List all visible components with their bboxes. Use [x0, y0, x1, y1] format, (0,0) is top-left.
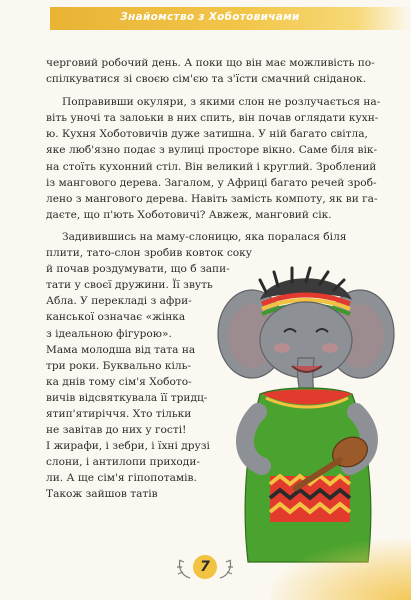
text-line: вичів відсвяткувала її тридц- — [46, 391, 208, 404]
corner-decoration — [271, 540, 411, 600]
page-number: 7 — [193, 555, 217, 579]
text-line: ли. А ще сім'я гіпопотамів. — [46, 472, 197, 485]
text-line: з ідеальною фігурою». — [46, 327, 172, 340]
text-line: на стоїть кухонний стіл. Він великий і круглий. Зроблений — [46, 160, 377, 173]
paragraph — [46, 94, 386, 223]
text-line: черговий робочий день. А поки що він має можливість по- — [46, 57, 375, 69]
text-line: із мангового дерева. Загалом, у Африці багато речей зроб- — [46, 176, 377, 189]
text-line: віть уночі та залоьки в них спить, він почав оглядати кухн- — [46, 112, 379, 125]
elephant-mother-illustration — [200, 262, 411, 582]
text-line: даєте, що п'ють Хоботовичі? Авжеж, манговий сік. — [46, 208, 332, 221]
text-line: Також зайшов татів — [46, 488, 158, 501]
text-line: ка днів тому сім'я Хобото- — [46, 375, 192, 388]
text-line: І жирафи, і зебри, і їхні друзі — [46, 440, 210, 453]
text-line: три роки. Буквально кіль- — [46, 359, 191, 372]
text-line: ятип'ятиріччя. Хто тільки — [46, 407, 192, 420]
text-line: й почав роздумувати, що б запи- — [46, 263, 230, 276]
text-line: слони, і антилопи приходи- — [46, 456, 200, 469]
text-line: Поправивши окуляри, з якими слон не розлучається на- — [62, 96, 381, 109]
running-header: Знайомство з Хоботовичами — [120, 11, 300, 23]
text-line: тати у своєї дружини. Її звуть — [46, 279, 213, 292]
text-line: спілкуватися зі своєю сім'єю та з'їсти смачний сніданок. — [46, 73, 367, 86]
page-number-ornament — [170, 552, 240, 588]
text-line: не завітав до них у гості! — [46, 424, 187, 437]
text-line: ю. Кухня Хоботовичів дуже затишна. У ній багато світла, — [46, 128, 368, 141]
text-line: канської означає «жінка — [46, 311, 186, 324]
text-line: Мама молодша від тата на — [46, 343, 196, 356]
text-line: лено з мангового дерева. Навіть замість компоту, як ви га- — [46, 192, 378, 205]
text-line: яке люб'язно подає з вулиці просторе вікно. Саме біля вік- — [46, 144, 378, 157]
paragraph — [46, 55, 386, 87]
text-line: плити, тато-слон зробив ковток соку — [46, 247, 253, 260]
text-line: Задивившись на маму-слоницю, яка поралася біля — [62, 230, 347, 243]
text-line: Абла. У перекладі з афри- — [46, 295, 192, 308]
